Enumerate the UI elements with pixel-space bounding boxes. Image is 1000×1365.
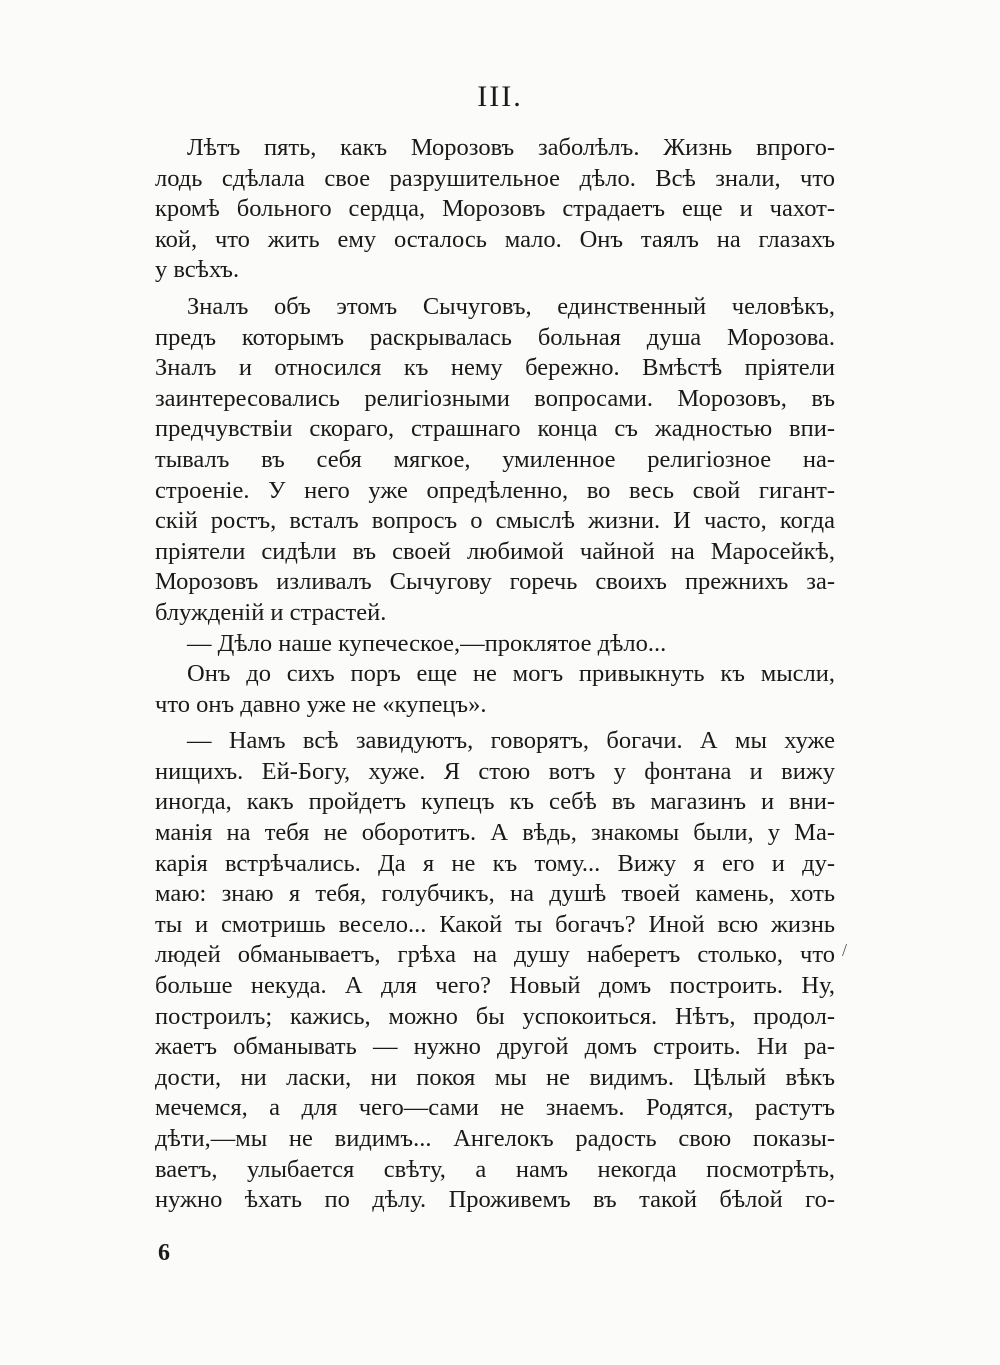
- text-line: нужно ѣхать по дѣлу. Проживемъ въ такой бѣлой го-: [155, 1186, 835, 1214]
- text-line: предъ которымъ раскрывалась больная душа Морозова.: [155, 323, 835, 351]
- text-line: скій ростъ, всталъ вопросъ о смыслѣ жизни. И часто, когда: [155, 507, 835, 535]
- text-line: Лѣтъ пять, какъ Морозовъ заболѣлъ. Жизнь впрого-: [187, 134, 835, 161]
- page-number: 6: [158, 1240, 170, 1266]
- text-line: больше некуда. А для чего? Новый домъ построить. Ну,: [155, 972, 835, 1000]
- dialogue-line: — Дѣло наше купеческое,—проклятое дѣло...: [187, 629, 667, 657]
- margin-pencil-mark: /: [842, 940, 848, 960]
- text-line: построилъ; кажись, можно бы успокоиться. Нѣтъ, продол-: [155, 1002, 835, 1030]
- text-line: Морозовъ изливалъ Сычугову горечь своихъ прежнихъ за-: [155, 568, 835, 596]
- text-line: мечемся, а для чего—сами не знаемъ. Родятся, растутъ: [155, 1094, 835, 1122]
- text-line: ваетъ, улыбается свѣту, а намъ некогда посмотрѣть,: [155, 1155, 835, 1183]
- text-line: что онъ давно уже не «купецъ».: [155, 690, 487, 718]
- text-line: маю: знаю я тебя, голубчикъ, на душѣ твоей камень, хоть: [155, 880, 835, 908]
- dialogue-line: — Намъ всѣ завидуютъ, говорятъ, богачи. А мы хуже: [187, 727, 835, 755]
- text-line: нищихъ. Ей-Богу, хуже. Я стою вотъ у фонтана и вижу: [155, 757, 835, 785]
- text-line: лодь сдѣлала свое разрушительное дѣло. Всѣ знали, что: [155, 164, 835, 192]
- text-line: Зналъ объ этомъ Сычуговъ, единственный человѣкъ,: [187, 292, 835, 320]
- text-line: дѣти,—мы не видимъ... Ангелокъ радость свою показы-: [155, 1125, 835, 1152]
- text-line: блужденій и страстей.: [155, 598, 387, 626]
- text-line: людей обманываетъ, грѣха на душу наберетъ столько, что: [155, 941, 835, 969]
- text-line: манія на тебя не оборотитъ. А вѣдь, знакомы были, у Ма-: [155, 819, 835, 847]
- text-line: иногда, какъ пройдетъ купецъ къ себѣ въ магазинъ и вни-: [155, 788, 835, 816]
- text-line: карія встрѣчались. Да я не къ тому... Вижу я его и ду-: [155, 849, 835, 877]
- text-line: дости, ни ласки, ни покоя мы не видимъ. Цѣлый вѣкъ: [155, 1063, 835, 1091]
- body-text: [155, 133, 835, 1216]
- text-line: Зналъ и относился къ нему бережно. Вмѣстѣ пріятели: [155, 354, 835, 382]
- text-line: заинтересовались религіозными вопросами. Морозовъ, въ: [155, 384, 835, 412]
- text-line: Онъ до сихъ поръ еще не могъ привыкнуть къ мысли,: [187, 660, 835, 688]
- text-line: у всѣхъ.: [155, 256, 240, 284]
- text-line: строеніе. У него уже опредѣленно, во весь свой гигант-: [155, 476, 835, 504]
- chapter-heading: III.: [477, 80, 523, 113]
- text-line: предчувствіи скораго, страшнаго конца съ жадностью впи-: [155, 415, 835, 443]
- text-line: кромѣ больного сердца, Морозовъ страдаетъ еще и чахот-: [155, 195, 835, 223]
- text-line: пріятели сидѣли въ своей любимой чайной на Маросейкѣ,: [155, 537, 835, 565]
- text-line: тывалъ въ себя мягкое, умиленное религіозное на-: [155, 445, 835, 473]
- text-line: кой, что жить ему осталось мало. Онъ таялъ на глазахъ: [155, 225, 835, 253]
- text-line: ты и смотришь весело... Какой ты богачъ? Иной всю жизнь: [155, 910, 835, 938]
- text-line: жаетъ обманывать — нужно другой домъ строить. Ни ра-: [155, 1033, 835, 1061]
